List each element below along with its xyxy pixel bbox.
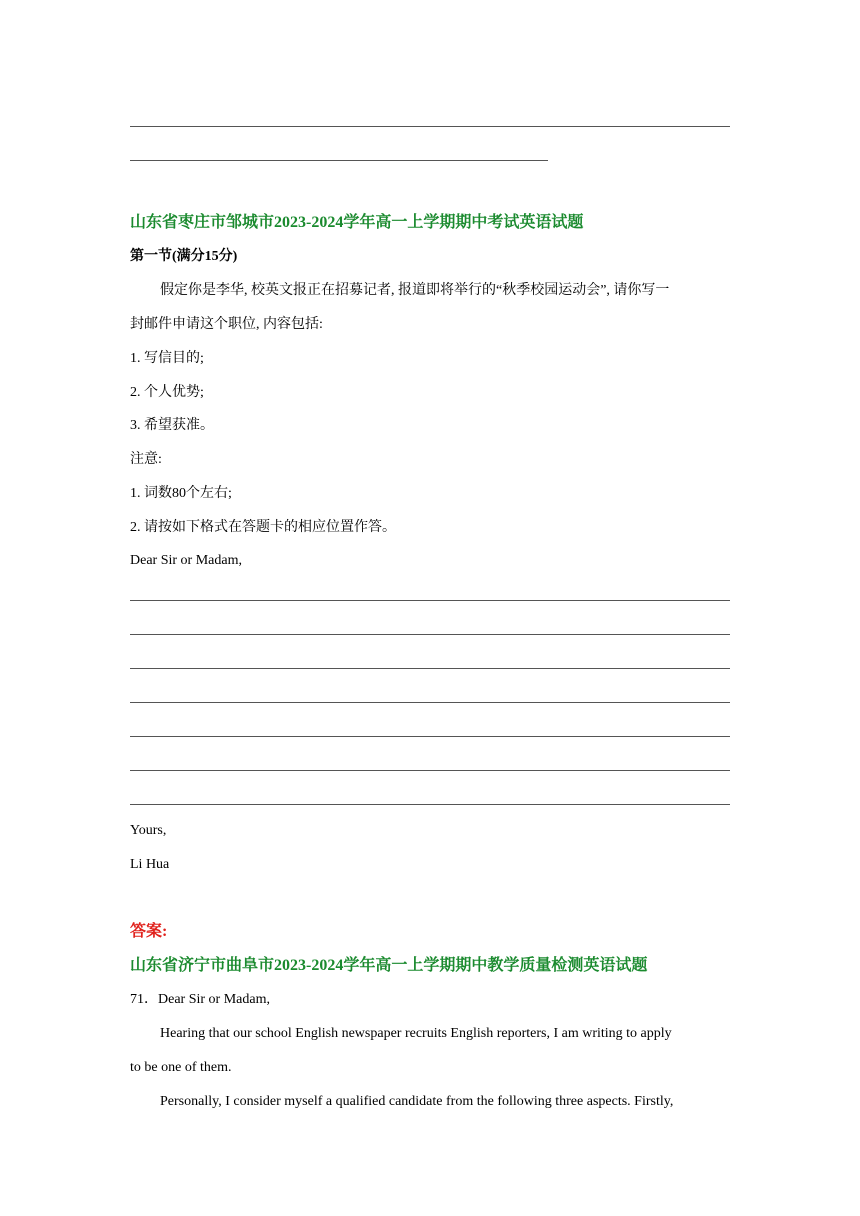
- writing-line: [130, 770, 730, 771]
- writing-line: [130, 634, 730, 635]
- requirement-item: 1. 写信目的;: [130, 351, 204, 366]
- answer-label: 答案:: [130, 923, 168, 940]
- prompt-text: 假定你是李华, 校英文报正在招募记者, 报道即将举行的“秋季校园运动会”, 请你写一: [160, 283, 670, 298]
- section-label: 第一节(满分15分): [130, 249, 238, 264]
- question-title: 山东省济宁市曲阜市2023-2024学年高一上学期期中教学质量检测英语试题: [130, 957, 648, 974]
- answer-line: [130, 126, 730, 127]
- answer-paragraph: Personally, I consider myself a qualified candidate from the following three aspects. Firstly,: [160, 1094, 674, 1109]
- notes-label: 注意:: [130, 452, 162, 467]
- answer-salutation: 71．Dear Sir or Madam,: [130, 992, 270, 1007]
- prompt-text-cont: 封邮件申请这个职位, 内容包括:: [130, 317, 323, 332]
- note-item: 1. 词数80个左右;: [130, 486, 232, 501]
- writing-line: [130, 668, 730, 669]
- salutation: Dear Sir or Madam,: [130, 553, 242, 568]
- writing-line: [130, 804, 730, 805]
- note-item: 2. 请按如下格式在答题卡的相应位置作答。: [130, 520, 396, 535]
- requirement-item: 3. 希望获准。: [130, 418, 214, 433]
- requirement-item: 2. 个人优势;: [130, 385, 204, 400]
- writing-line: [130, 736, 730, 737]
- signature: Li Hua: [130, 857, 170, 872]
- answer-paragraph-cont: to be one of them.: [130, 1060, 232, 1075]
- answer-paragraph: Hearing that our school English newspaper recruits English reporters, I am writing to apply: [160, 1026, 672, 1041]
- closing: Yours,: [130, 823, 167, 838]
- answer-line-short: [130, 160, 548, 161]
- question-title: 山东省枣庄市邹城市2023-2024学年高一上学期期中考试英语试题: [130, 214, 584, 231]
- writing-line: [130, 702, 730, 703]
- writing-line: [130, 600, 730, 601]
